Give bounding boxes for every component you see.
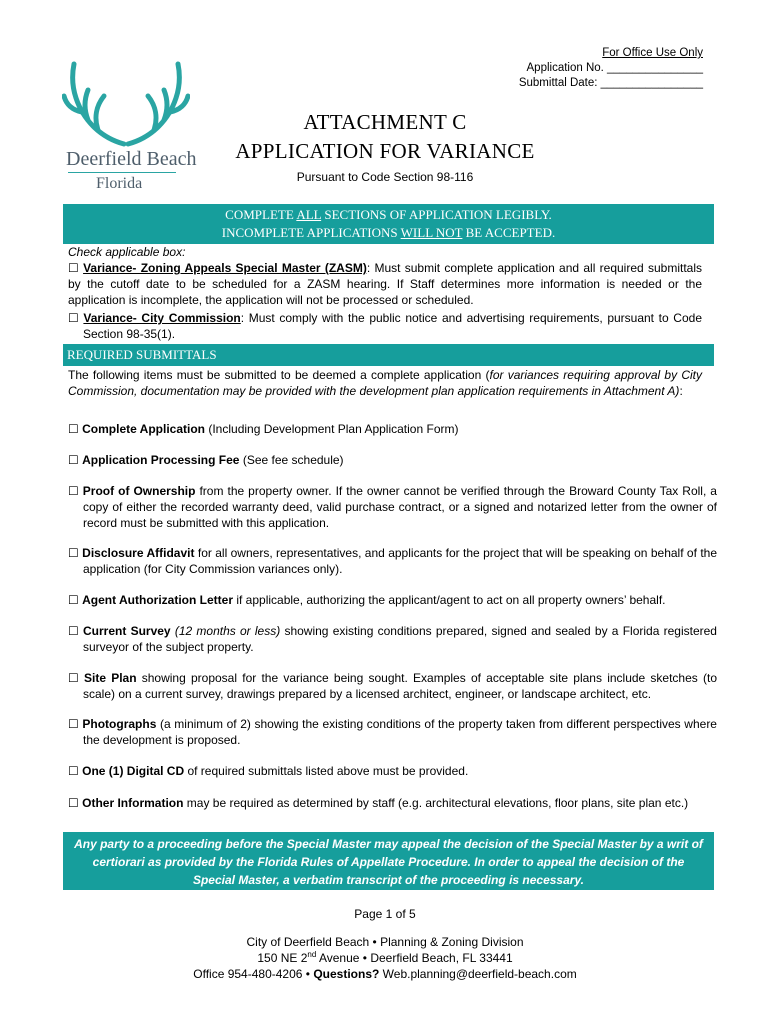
- submittal-date-field: Submittal Date: ________________: [518, 77, 703, 89]
- list-item: ☐ Disclosure Affidavit for all owners, representatives, and applicants for the project that will be speaking on behalf of the application (for City Commission variances only).: [68, 546, 718, 576]
- item-checkbox[interactable]: ☐: [68, 717, 79, 731]
- item-checkbox[interactable]: ☐: [68, 593, 79, 607]
- item-checkbox[interactable]: ☐: [68, 624, 79, 638]
- footer-contact: Office 954-480-4206 • Questions? Web.planning@deerfield-beach.com: [193, 967, 577, 981]
- required-submittals-heading: REQUIRED SUBMITTALS: [63, 344, 714, 366]
- city-commission-checkbox[interactable]: ☐: [68, 311, 79, 325]
- footer-address: 150 NE 2nd Avenue • Deerfield Beach, FL 33441: [257, 950, 513, 965]
- logo-text-state: Florida: [96, 175, 143, 192]
- list-item: ☐ Other Information may be required as determined by staff (e.g. architectural elevations, floor plans, site plan etc.): [68, 796, 689, 810]
- list-item: ☐ Current Survey (12 months or less) showing existing conditions prepared, signed and sealed by a Florida registered surveyor of the subject property.: [68, 624, 717, 654]
- item-checkbox[interactable]: ☐: [68, 546, 79, 560]
- pursuant-text: Pursuant to Code Section 98-116: [296, 170, 474, 184]
- zasm-checkbox[interactable]: ☐: [68, 261, 79, 275]
- list-item: ☐ Proof of Ownership from the property owner. If the owner cannot be verified through the Broward County Tax Roll, a copy of either the recorded warranty deed, valid purchase contract, or a signed and notarized letter from the owner of record must be submitted with this application.: [68, 484, 717, 530]
- item-checkbox[interactable]: ☐: [68, 764, 79, 778]
- page-number: Page 1 of 5: [354, 907, 416, 921]
- item-checkbox[interactable]: ☐: [68, 671, 79, 685]
- office-use-block: [519, 46, 703, 91]
- list-item: ☐ Complete Application (Including Development Plan Application Form): [68, 422, 459, 436]
- zasm-option: ☐ Variance- Zoning Appeals Special Master (ZASM): Must submit complete application and all required submittals by the cutoff date to be scheduled for a ZASM hearing. If Staff determines more information is needed or the application is incomplete, the application will not be processed or scheduled.: [68, 261, 702, 307]
- item-checkbox[interactable]: ☐: [68, 796, 79, 810]
- item-checkbox[interactable]: ☐: [68, 422, 79, 436]
- application-number-field: Application No. _______________: [526, 62, 703, 74]
- attachment-title: ATTACHMENT C: [303, 110, 467, 134]
- footer-division: City of Deerfield Beach • Planning & Zoning Division: [246, 935, 524, 949]
- list-item: ☐ Photographs (a minimum of 2) showing the existing conditions of the property taken from different perspectives where the development is proposed.: [68, 717, 717, 747]
- antlers-icon: [62, 58, 190, 150]
- office-use-heading: For Office Use Only: [602, 47, 703, 59]
- list-item: ☐ Agent Authorization Letter if applicable, authorizing the applicant/agent to act on all property owners’ behalf.: [68, 593, 666, 607]
- contact-email[interactable]: Web.planning@deerfield-beach.com: [379, 967, 577, 981]
- check-section: [68, 244, 702, 342]
- list-item: ☐ One (1) Digital CD of required submittals listed above must be provided.: [68, 764, 469, 778]
- logo-text-city: Deerfield Beach: [66, 148, 197, 170]
- instructions-banner: COMPLETE ALL SECTIONS OF APPLICATION LEGIBLY. INCOMPLETE APPLICATIONS WILL NOT BE ACCEPTED.: [63, 204, 714, 244]
- city-commission-option: ☐ Variance- City Commission: Must comply with the public notice and advertising requirements, pursuant to Code Section 98-35(1).: [68, 311, 702, 341]
- list-item: ☐ Site Plan showing proposal for the variance being sought. Examples of acceptable site plans include sketches (to scale) on a current survey, drawings prepared by a licensed architect, engineer, or landscape architect, etc.: [68, 671, 717, 701]
- check-label: Check applicable box:: [68, 245, 186, 259]
- list-item: ☐ Application Processing Fee (See fee schedule): [68, 453, 344, 467]
- item-checkbox[interactable]: ☐: [68, 453, 79, 467]
- required-intro: The following items must be submitted to be deemed a complete application (for variances requiring approval by City Commission, documentation may be provided with the development plan application requirements in Attachment A):: [68, 368, 702, 398]
- application-title: APPLICATION FOR VARIANCE: [235, 139, 535, 163]
- appeal-notice: Any party to a proceeding before the Special Master may appeal the decision of the Special Master by a writ of certiorari as provided by the Florida Rules of Appellate Procedure. In order to appeal the decision of the Special Master, a verbatim transcript of the proceeding is necessary.: [63, 832, 714, 890]
- item-checkbox[interactable]: ☐: [68, 484, 79, 498]
